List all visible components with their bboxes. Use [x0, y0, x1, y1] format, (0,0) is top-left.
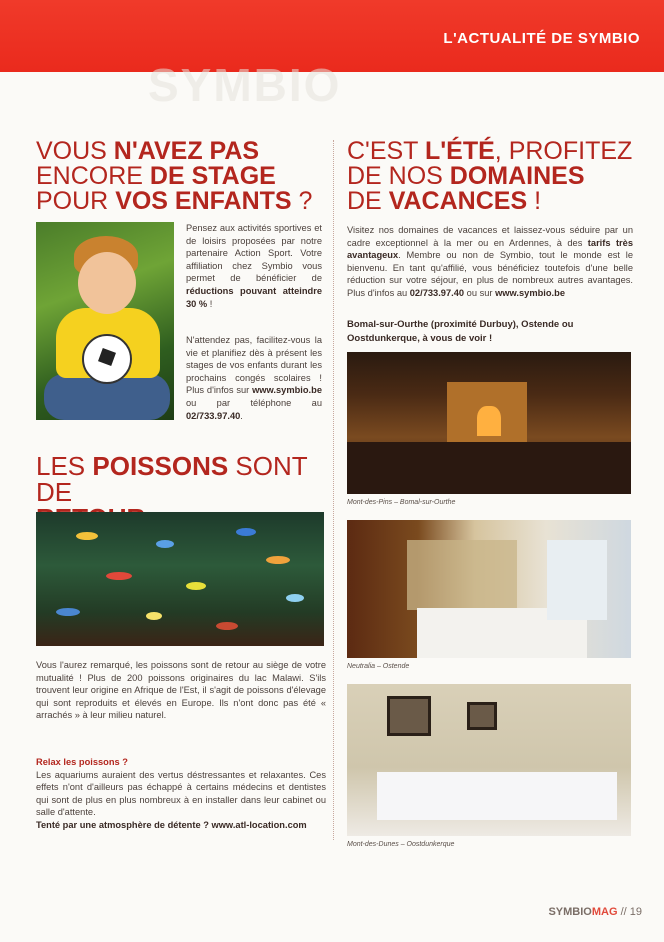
mont-des-dunes-photo: [347, 684, 631, 836]
summer-phone: 02/733.97.40: [409, 287, 465, 298]
kids-website-link[interactable]: www.symbio.be: [252, 385, 322, 396]
kids-phone: 02/733.97.40: [186, 410, 241, 421]
section-title: L'ACTUALITÉ DE SYMBIO: [443, 30, 640, 47]
aquarium-photo: [36, 512, 324, 646]
fish-headline: LES POISSONS SONT DE: [36, 451, 308, 507]
kids-headline: VOUS N'AVEZ PAS ENCORE DE STAGE POUR VOS ENFANTS ?: [36, 137, 313, 215]
child-with-ball-photo: [36, 222, 174, 420]
kids-paragraph-1: Pensez aux activités sportives et de loisirs proposées par notre partenaire Action Sport. Votre affiliation chez Symbio vous permet de bénéficier de réductions pouvant atteindre 30 % !: [186, 223, 322, 309]
summer-paragraph: Visitez nos domaines de vacances et laissez-vous séduire par un cadre exceptionnel à la mer ou en Ardennes, à des tarifs très avantageux. Membre ou non de Symbio, tout le monde est le bienvenu. En tant qu'affilié, vous bénéficiez toutefois d'une belle réduction sur votre séjour, en plus de nombreux autres avantages. Plus d'infos au 02/733.97.40 ou sur www.symbio.be: [347, 225, 634, 298]
page-footer: SYMBIOMAG // 19: [548, 906, 642, 918]
relax-subhead: Relax les poissons ?: [36, 757, 128, 767]
fish-relax-block: Relax les poissons ? Les aquariums auraient des vertus déstressantes et relaxantes. Ces effets n'ont d'ailleurs pas échappé à certains médecins et dentistes qui sont de plus en plus nombreux à en installer dans leur cabinet ou salle d'attente. Tenté par une atmosphère de détente ? www.atl-location.com: [36, 757, 326, 830]
mont-des-pins-photo: [347, 352, 631, 494]
caption-neutralia: Neutralia – Ostende: [347, 663, 410, 670]
fish-website-line[interactable]: Tenté par une atmosphère de détente ? www.atl-location.com: [36, 819, 307, 830]
ghost-watermark: SYMBIO: [148, 59, 342, 111]
footer-brand-symbio: SYMBIO: [548, 906, 592, 918]
summer-headline: C'EST L'ÉTÉ, PROFITEZ DE NOS DOMAINES DE VACANCES !: [347, 137, 633, 215]
caption-mont-des-dunes: Mont-des-Dunes – Oostdunkerque: [347, 841, 455, 848]
fish-paragraph-1: Vous l'aurez remarqué, les poissons sont de retour au siège de votre mutualité ! Plus de 200 poissons originaires du lac Malawi. S'ils trouvent leur origine en Afrique de l'Est, il s'agit de poissons d'élevage qui sont reproduits et élevés en Europe. Ils n'ont donc pas été « arrachés » à leur milieu naturel.: [36, 660, 326, 721]
kids-paragraph-2: N'attendez pas, facilitez-vous la vie et planifiez dès à présent les stages de vos enfants durant les prochains congés scolaires ! Plus d'infos sur www.symbio.be ou par téléphone au 02/733.97.40.: [186, 335, 322, 421]
summer-website-link[interactable]: www.symbio.be: [495, 287, 565, 298]
neutralia-photo: [347, 520, 631, 658]
caption-mont-des-pins: Mont-des-Pins – Bomal-sur-Ourthe: [347, 499, 456, 506]
page-number: 19: [629, 906, 642, 918]
footer-brand-mag: MAG: [591, 906, 618, 918]
places-heading: Bomal-sur-Ourthe (proximité Durbuy), Ostende ou Oostdunkerque, à vous de voir !: [347, 319, 574, 344]
